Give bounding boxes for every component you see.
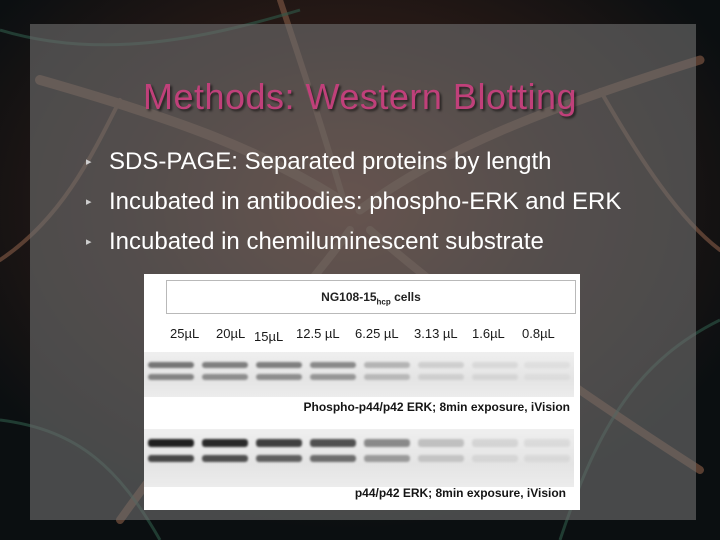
blot-band xyxy=(364,455,410,462)
blot-band xyxy=(256,455,302,462)
blot-band xyxy=(310,374,356,380)
bullet-icon: ▸ xyxy=(86,236,92,248)
blot-band xyxy=(256,362,302,368)
cell-line-label-box xyxy=(166,280,576,314)
blot-band xyxy=(364,439,410,447)
lane-label: 6.25 µL xyxy=(355,326,399,341)
bullet-icon: ▸ xyxy=(86,156,92,168)
cell-line-suffix: cells xyxy=(390,290,421,304)
blot-band xyxy=(202,362,248,368)
blot-band xyxy=(524,374,570,380)
blot-band xyxy=(524,439,570,447)
bullet-text: Incubated in antibodies: phospho-ERK and ERK xyxy=(109,188,622,215)
cell-line-label: NG108-15 xyxy=(321,290,377,304)
bullet-item xyxy=(86,182,621,222)
lane-labels xyxy=(168,326,580,346)
blot-band xyxy=(148,455,194,462)
lane-label: 0.8µL xyxy=(522,326,555,341)
western-blot-image xyxy=(144,274,580,510)
blot-band xyxy=(310,362,356,368)
blot-band xyxy=(524,362,570,368)
lane-label: 1.6µL xyxy=(472,326,505,341)
cell-line-subscript: hcp xyxy=(376,297,391,307)
blot-band xyxy=(148,362,194,368)
bullet-list xyxy=(86,142,621,262)
blot-band xyxy=(418,455,464,462)
blot-band xyxy=(148,439,194,447)
blot-band xyxy=(524,455,570,462)
blot-band xyxy=(202,374,248,380)
lane-label: 25µL xyxy=(170,326,200,341)
lane-label: 3.13 µL xyxy=(414,326,458,341)
blot-band xyxy=(418,374,464,380)
blot-band xyxy=(364,374,410,380)
bullet-item xyxy=(86,222,621,262)
blot-band xyxy=(310,439,356,447)
phospho-erk-blot-strip xyxy=(144,352,574,397)
phospho-erk-caption: Phospho-p44/p42 ERK; 8min exposure, iVision xyxy=(303,400,570,414)
bullet-text: SDS-PAGE: Separated proteins by length xyxy=(109,148,552,175)
bullet-icon: ▸ xyxy=(86,196,92,208)
blot-band xyxy=(256,374,302,380)
lane-label: 15µL xyxy=(254,329,284,344)
blot-band xyxy=(202,455,248,462)
bullet-item xyxy=(86,142,621,182)
bullet-text: Incubated in chemiluminescent substrate xyxy=(109,228,544,255)
blot-band xyxy=(364,362,410,368)
total-erk-caption: p44/p42 ERK; 8min exposure, iVision xyxy=(354,486,566,500)
blot-band xyxy=(202,439,248,447)
lane-label: 12.5 µL xyxy=(296,326,340,341)
blot-band xyxy=(148,374,194,380)
blot-band xyxy=(418,439,464,447)
blot-band xyxy=(472,455,518,462)
blot-band xyxy=(418,362,464,368)
total-erk-blot-strip xyxy=(144,429,574,487)
slide-title: Methods: Western Blotting xyxy=(142,76,578,117)
blot-band xyxy=(472,362,518,368)
blot-band xyxy=(472,439,518,447)
lane-label: 20µL xyxy=(216,326,246,341)
blot-band xyxy=(310,455,356,462)
blot-band xyxy=(472,374,518,380)
blot-band xyxy=(256,439,302,447)
